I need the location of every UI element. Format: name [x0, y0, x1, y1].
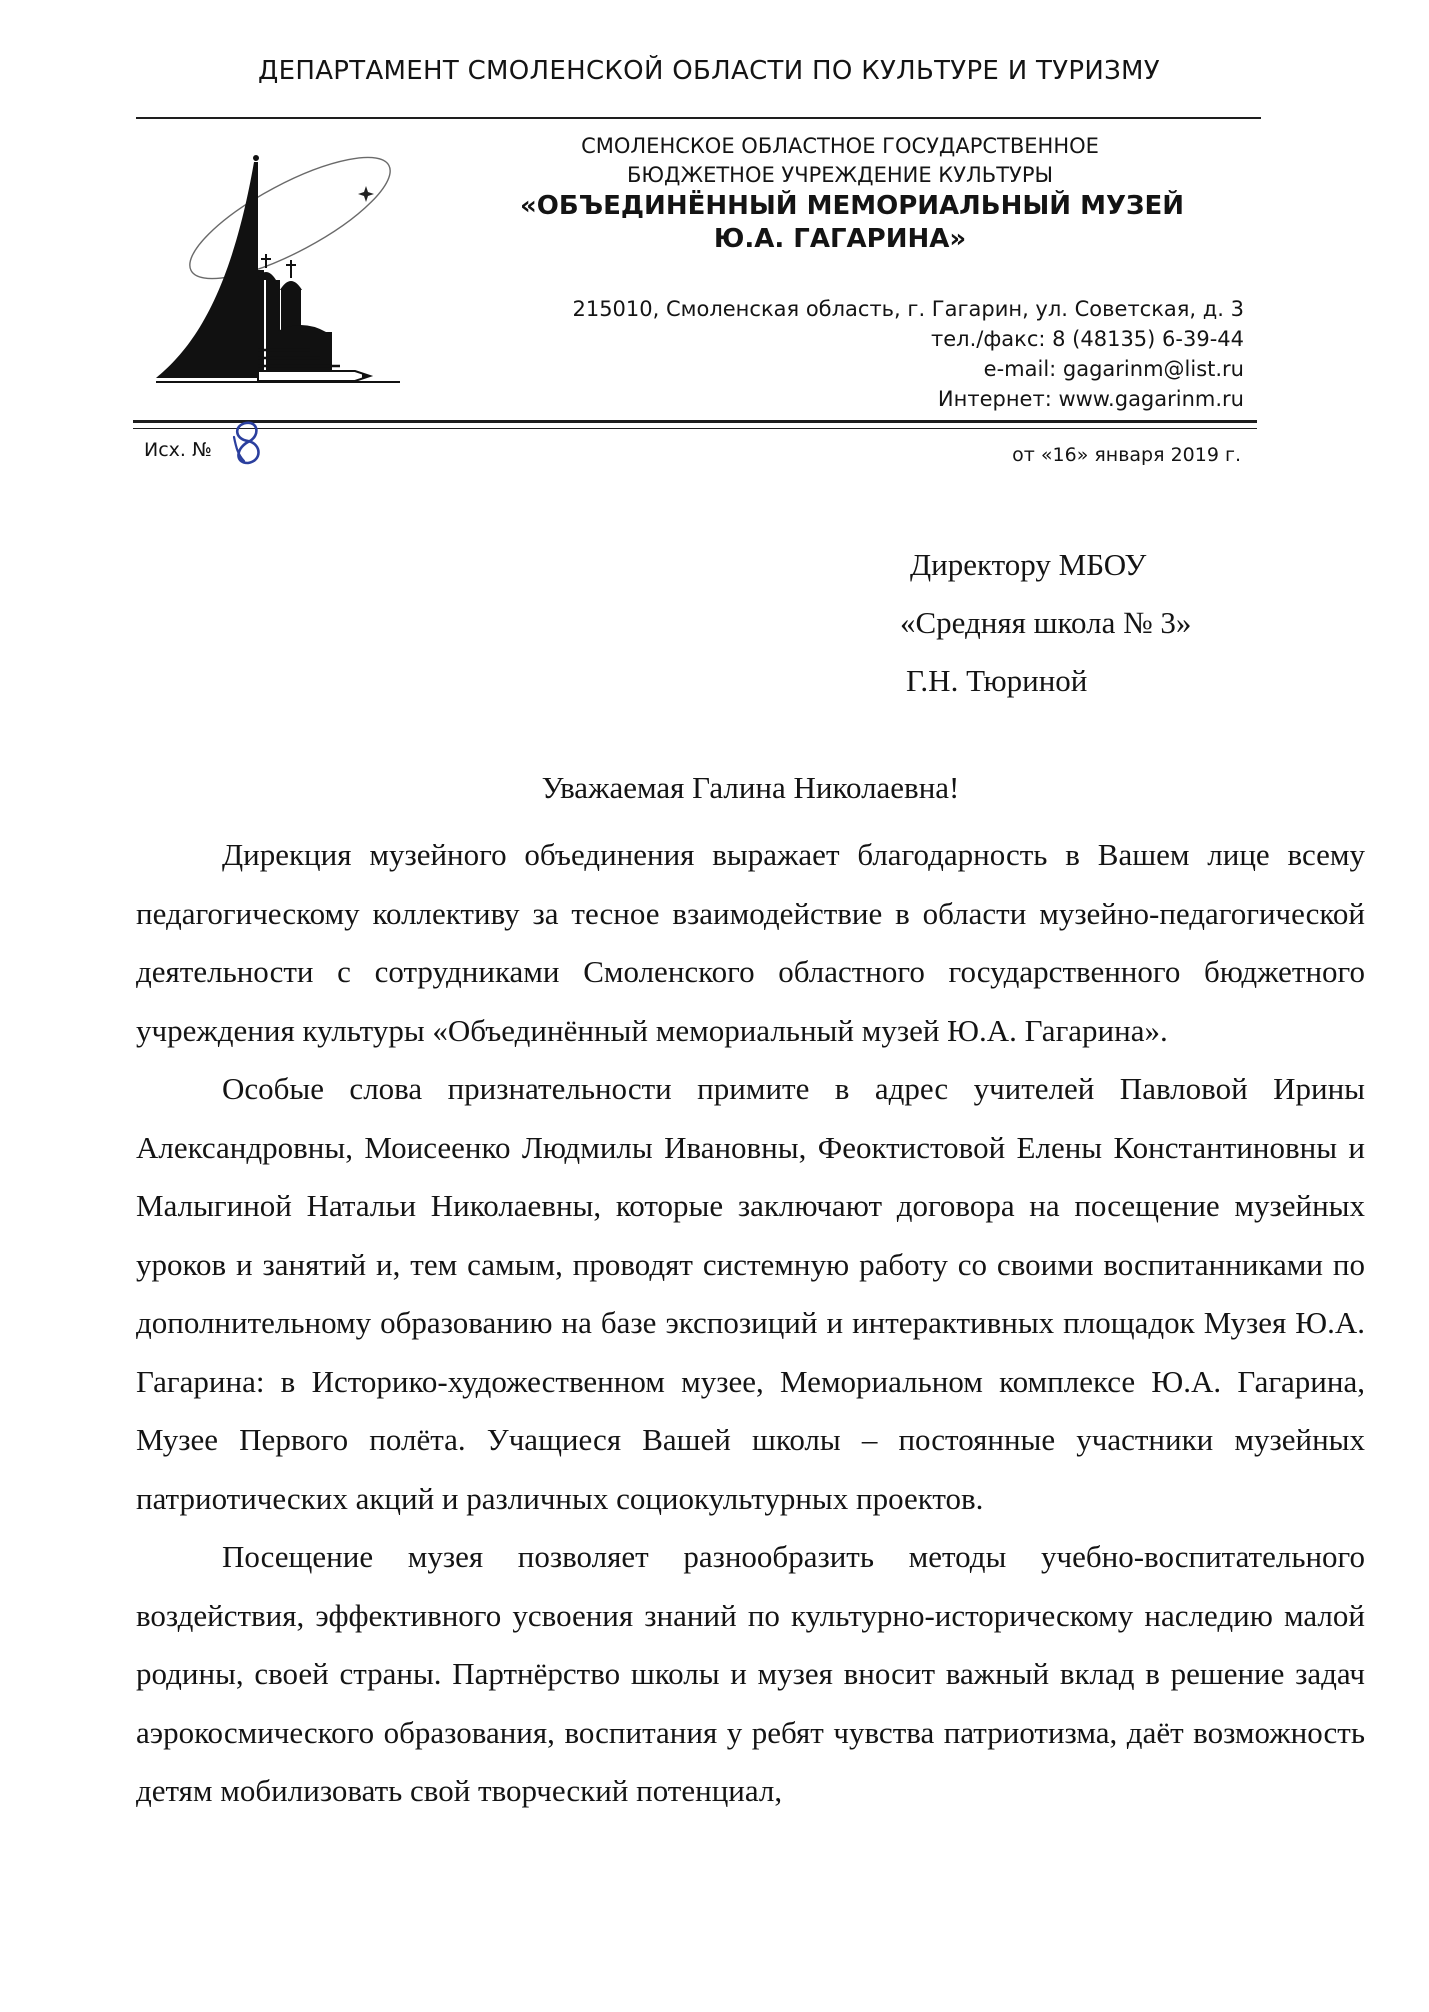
email-address: e-mail: gagarinm@list.ru [983, 357, 1244, 381]
addressee-line-2: «Средняя школа № 3» [900, 605, 1192, 640]
letter-body [136, 826, 1365, 1821]
organization-name [520, 132, 1184, 256]
outgoing-number-label: Исх. № [144, 439, 212, 461]
phone-fax: тел./факс: 8 (48135) 6-39-44 [931, 327, 1244, 351]
org-line-1: СМОЛЕНСКОЕ ОБЛАСТНОЕ ГОСУДАРСТВЕННОЕ [581, 134, 1099, 158]
org-line-4: Ю.А. ГАГАРИНА» [713, 224, 967, 254]
paragraph: Особые слова признательности примите в адрес учителей Павловой Ирины Александровны, Моисеенко Людмилы Ивановны, Феоктистовой Елены Константиновны и Малыгиной Натальи Николаевны, которые заключают договора на посещение музейных уроков и занятий и, тем самым, проводят системную работу со своими воспитанниками по дополнительному образованию на базе экспозиций и интерактивных площадок Музея Ю.А. Гагарина: в Историко-художественном музее, Мемориальном комплексе Ю.А. Гагарина, Музее Первого полёта. Учащиеся Вашей школы – постоянные участники музейных патриотических акций и различных социокультурных проектов. [136, 1071, 1365, 1516]
contact-block [572, 294, 1244, 414]
addressee-line-1: Директору МБОУ [910, 547, 1147, 582]
postal-address: 215010, Смоленская область, г. Гагарин, ул. Советская, д. 3 [572, 297, 1244, 321]
letterhead-divider-thick [133, 420, 1257, 423]
letter-date: от «16» января 2019 г. [1012, 444, 1241, 466]
website: Интернет: www.gagarinm.ru [937, 387, 1244, 411]
letterhead-divider-thin [133, 428, 1257, 429]
paragraph: Посещение музея позволяет разнообразить методы учебно-воспитательного воздействия, эффективного усвоения знаний по культурно-историческому наследию малой родины, своей страны. Партнёрство школы и музея вносит важный вклад в решение задач аэрокосмического образования, воспитания у ребят чувства патриотизма, даёт возможность детям мобилизовать свой творческий потенциал, [136, 1539, 1365, 1808]
department-title: ДЕПАРТАМЕНТ СМОЛЕНСКОЙ ОБЛАСТИ ПО КУЛЬТУРЕ И ТУРИЗМУ [258, 56, 1160, 86]
paragraph: Дирекция музейного объединения выражает благодарность в Вашем лице всему педагогическому коллективу за тесное взаимодействие в области музейно-педагогической деятельности с сотрудниками Смоленского областного государственного бюджетного учреждения культуры «Объединённый мемориальный музей Ю.А. Гагарина». [136, 837, 1365, 1048]
handwritten-number-icon [224, 417, 276, 469]
header-divider [136, 117, 1261, 119]
outgoing-number [144, 439, 212, 461]
org-line-2: БЮДЖЕТНОЕ УЧРЕЖДЕНИЕ КУЛЬТУРЫ [626, 163, 1054, 187]
addressee-block [900, 536, 1191, 710]
addressee-line-3: Г.Н. Тюриной [906, 663, 1088, 698]
org-line-3: «ОБЪЕДИНЁННЫЙ МЕМОРИАЛЬНЫЙ МУЗЕЙ [520, 191, 1184, 221]
museum-logo-icon [150, 150, 420, 390]
greeting: Уважаемая Галина Николаевна! [541, 770, 960, 805]
